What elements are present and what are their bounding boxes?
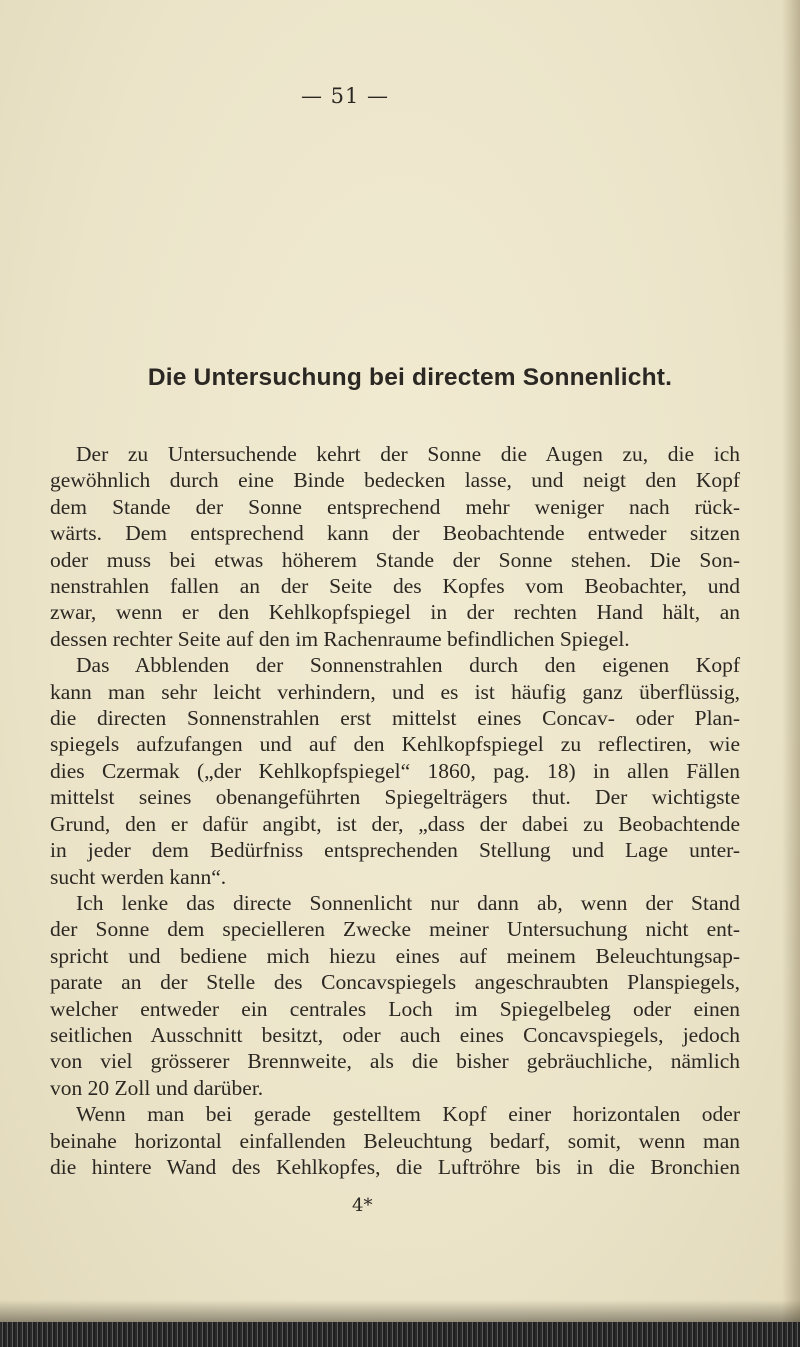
text-line: dies Czermak („der Kehlkopfspiegel“ 1860, pag. 18) in allen Fällen xyxy=(50,758,740,783)
body-text xyxy=(50,441,740,1180)
book-edge-band xyxy=(0,1322,800,1347)
text-line: parate an der Stelle des Concavspiegels angeschraubten Planspiegels, xyxy=(50,970,740,995)
text-line: von 20 Zoll und darüber. xyxy=(50,1075,264,1100)
text-line: kann man sehr leicht verhindern, und es ist häufig ganz überflüssig, xyxy=(50,679,740,704)
text-line: der Sonne dem specielleren Zwecke meiner Untersuchung nicht ent- xyxy=(50,917,740,942)
text-line: die hintere Wand des Kehlkopfes, die Luftröhre bis in die Bronchien xyxy=(50,1154,740,1179)
text-line: dem Stande der Sonne entsprechend mehr weniger nach rück- xyxy=(50,494,740,519)
text-line: gewöhnlich durch eine Binde bedecken lasse, und neigt den Kopf xyxy=(50,468,740,493)
text-line: sucht werden kann“. xyxy=(50,864,227,889)
page-edge-shadow xyxy=(782,0,800,1347)
signature-mark: 4* xyxy=(352,1195,373,1216)
page-bottom-shadow xyxy=(0,1300,800,1322)
text-line: in jeder dem Bedürfniss entsprechenden Stellung und Lage unter- xyxy=(50,838,740,863)
text-line: nenstrahlen fallen an der Seite des Kopfes vom Beobachter, und xyxy=(50,574,740,599)
text-line: spricht und bediene mich hiezu eines auf meinem Beleuchtungsap- xyxy=(50,943,740,968)
text-line: beinahe horizontal einfallenden Beleuchtung bedarf, somit, wenn man xyxy=(50,1128,740,1153)
text-line: die directen Sonnenstrahlen erst mittelst eines Concav- oder Plan- xyxy=(50,706,740,731)
text-line: Der zu Untersuchende kehrt der Sonne die Augen zu, die ich xyxy=(76,442,740,466)
text-line: dessen rechter Seite auf den im Rachenraume befindlichen Spiegel. xyxy=(50,626,630,651)
section-heading: Die Untersuchung bei directem Sonnenlicht. xyxy=(147,364,673,391)
text-line: spiegels aufzufangen und auf den Kehlkopfspiegel zu reflectiren, wie xyxy=(50,732,740,757)
text-line: Das Abblenden der Sonnenstrahlen durch den eigenen Kopf xyxy=(76,653,740,678)
text-line: welcher entweder ein centrales Loch im Spiegelbeleg oder einen xyxy=(50,996,740,1021)
text-line: Wenn man bei gerade gestelltem Kopf einer horizontalen oder xyxy=(76,1102,740,1127)
text-line: zwar, wenn er den Kehlkopfspiegel in der rechten Hand hält, an xyxy=(50,600,740,625)
text-line: seitlichen Ausschnitt besitzt, oder auch eines Concavspiegels, jedoch xyxy=(50,1022,740,1047)
text-line: mittelst seines obenangeführten Spiegelträgers thut. Der wichtigste xyxy=(50,785,740,810)
text-line: von viel grösserer Brennweite, als die bisher gebräuchliche, nämlich xyxy=(50,1049,740,1074)
text-line: wärts. Dem entsprechend kann der Beobachtende entweder sitzen xyxy=(50,521,740,546)
page-number: — 51 — xyxy=(300,84,390,108)
text-line: Ich lenke das directe Sonnenlicht nur dann ab, wenn der Stand xyxy=(76,890,740,915)
text-line: oder muss bei etwas höherem Stande der Sonne stehen. Die Son- xyxy=(50,547,740,572)
text-line: Grund, den er dafür angibt, ist der, „dass der dabei zu Beobachtende xyxy=(50,811,740,836)
